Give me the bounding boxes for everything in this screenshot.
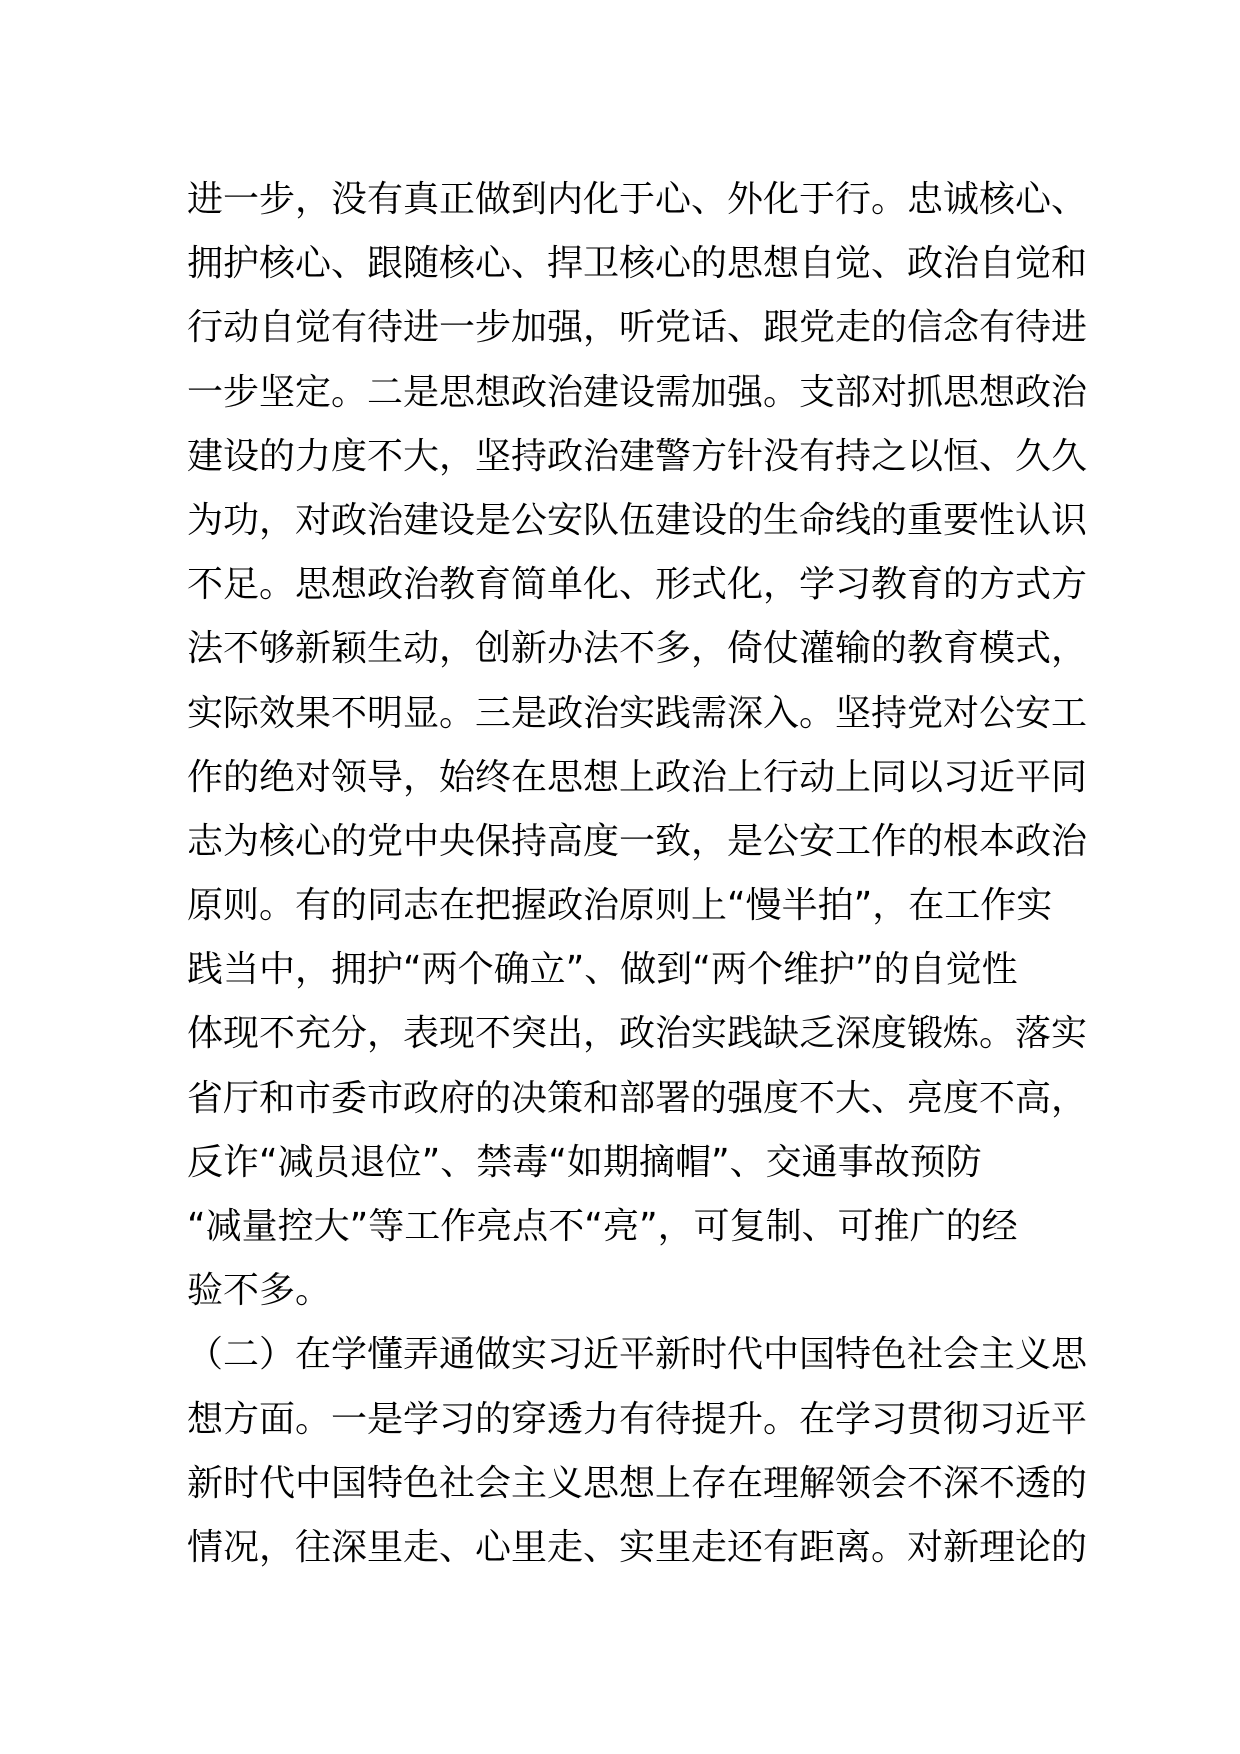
text-line: 法不够新颖生动，创新办法不多，倚仗灌输的教育模式，: [187, 628, 1088, 670]
text-line: “减量控大”等工作亮点不“亮”，可复制、可推广的经: [187, 1206, 1018, 1247]
text-line: 想方面。一是学习的穿透力有待提升。在学习贯彻习近平: [187, 1398, 1088, 1440]
text-line: 进一步，没有真正做到内化于心、外化于行。忠诚核心、: [187, 179, 1088, 220]
body-text: [187, 168, 1088, 1580]
text-line: 为功，对政治建设是公安队伍建设的生命线的重要性认识: [187, 499, 1088, 541]
text-line: 体现不充分，表现不突出，政治实践缺乏深度锻炼。落实: [187, 1013, 1088, 1055]
text-line: 验不多。: [187, 1270, 332, 1312]
text-line: 新时代中国特色社会主义思想上存在理解领会不深不透的: [187, 1462, 1088, 1504]
text-line: 拥护核心、跟随核心、捍卫核心的思想自觉、政治自觉和: [187, 243, 1088, 285]
text-line: 反诈“减员退位”、禁毒“如期摘帽”、交通事故预防: [187, 1141, 982, 1183]
text-line: 原则。有的同志在把握政治原则上“慢半拍”，在工作实: [187, 885, 1053, 927]
text-line: 实际效果不明显。三是政治实践需深入。坚持党对公安工: [187, 692, 1088, 734]
text-line: 不足。思想政治教育简单化、形式化，学习教育的方式方: [187, 564, 1088, 606]
text-line: 一步坚定。二是思想政治建设需加强。支部对抓思想政治: [187, 371, 1088, 413]
text-line: 作的绝对领导，始终在思想上政治上行动上同以习近平同: [187, 756, 1088, 798]
text-line: 省厅和市委市政府的决策和部署的强度不大、亮度不高，: [187, 1077, 1088, 1119]
text-line: 行动自觉有待进一步加强，听党话、跟党走的信念有待进: [187, 307, 1088, 349]
text-line: 建设的力度不大，坚持政治建警方针没有持之以恒、久久: [187, 435, 1088, 477]
section-heading-line: （二）在学懂弄通做实习近平新时代中国特色社会主义思: [187, 1334, 1088, 1376]
text-line: 情况，往深里走、心里走、实里走还有距离。对新理论的: [187, 1526, 1088, 1568]
text-line: 志为核心的党中央保持高度一致，是公安工作的根本政治: [187, 820, 1088, 862]
text-line: 践当中，拥护“两个确立”、做到“两个维护”的自觉性: [187, 949, 1018, 991]
